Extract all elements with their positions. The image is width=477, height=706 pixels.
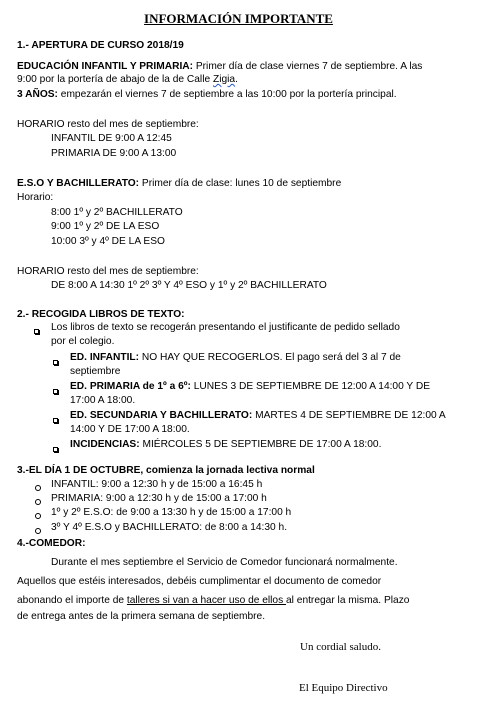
tres-anos-label: 3 AÑOS: <box>17 89 58 100</box>
comedor-line-3-b: al entregar la misma. Plazo <box>286 595 410 606</box>
ed-secundaria-label: ED. SECUNDARIA Y BACHILLERATO: <box>70 410 253 421</box>
ed-secundaria-text-a: MARTES 4 DE SEPTIEMBRE DE 12:00 A <box>252 410 446 421</box>
horario-infantil-line: INFANTIL DE 9:00 A 12:45 <box>51 133 172 144</box>
eso-label: E.S.O Y BACHILLERATO: <box>17 178 140 189</box>
square-bullet-icon <box>53 356 58 369</box>
ed-infantil-label: ED. INFANTIL: <box>70 352 140 363</box>
ed-primaria-line-1 <box>70 380 430 393</box>
ed-primaria-text-a: LUNES 3 DE SEPTIEMBRE DE 12:00 A 14:00 Y DE <box>190 381 431 392</box>
horario-word: Horario: <box>17 192 54 203</box>
ed-infantil-line-1 <box>70 351 401 364</box>
horario-eso-line: DE 8:00 A 14:30 1º 2º 3º Y 4º ESO y 1º y 2º BACHILLERATO <box>51 280 327 291</box>
ed-primaria-label: ED. PRIMARIA de 1º a 6º: <box>70 381 191 392</box>
incidencias-label: INCIDENCIAS: <box>70 439 140 450</box>
infantil-paragraph-line-1 <box>17 60 422 73</box>
eso-schedule-line: 9:00 1º y 2º DE LA ESO <box>51 221 160 232</box>
circle-bullet-icon <box>35 496 41 509</box>
closing-greeting: Un cordial saludo. <box>300 641 381 653</box>
jornada-item: 1º y 2º E.S.O: de 9:00 a 13:30 h y de 15:00 a 17:00 h <box>51 507 292 518</box>
square-bullet-icon <box>34 325 39 338</box>
eso-line <box>17 177 341 190</box>
square-bullet-icon <box>53 414 58 427</box>
incidencias-text: MIÉRCOLES 5 DE SEPTIEMBRE DE 17:00 A 18:00. <box>139 439 382 450</box>
section-2-heading: 2.- RECOGIDA LIBROS DE TEXTO: <box>17 309 185 320</box>
signature: El Equipo Directivo <box>299 682 388 694</box>
infantil-paragraph-line-2 <box>17 73 238 86</box>
horario-eso-label: HORARIO resto del mes de septiembre: <box>17 266 199 277</box>
section-3-heading: 3.-EL DÍA 1 DE OCTUBRE, comienza la jornada lectiva normal <box>17 465 315 476</box>
ed-infantil-text-a: NO HAY QUE RECOGERLOS. El pago será del 3 al 7 de <box>139 352 401 363</box>
books-intro-line-2: por el colegio. <box>51 336 115 347</box>
tres-anos-text: empezarán el viernes 7 de septiembre a las 10:00 por la portería principal. <box>57 89 397 100</box>
comedor-line-4: de entrega antes de la primera semana de septiembre. <box>17 611 266 622</box>
circle-bullet-icon <box>35 510 41 523</box>
infantil-label: EDUCACIÓN INFANTIL Y PRIMARIA: <box>17 61 194 72</box>
section-4-heading: 4.-COMEDOR: <box>17 538 86 549</box>
comedor-line-3 <box>17 594 409 607</box>
eso-schedule-line: 8:00 1º y 2º BACHILLERATO <box>51 207 183 218</box>
ed-infantil-line-2: septiembre <box>70 366 121 377</box>
ed-secundaria-line-2: 14:00 Y DE 17:00 A 18:00. <box>70 424 190 435</box>
horario-infantil-primaria-label: HORARIO resto del mes de septiembre: <box>17 119 199 130</box>
tres-anos-line <box>17 88 397 101</box>
eso-schedule-line: 10:00 3º y 4º DE LA ESO <box>51 236 165 247</box>
page-title: INFORMACIÓN IMPORTANTE <box>144 11 333 26</box>
comedor-line-3-a: abonando el importe de <box>17 595 127 606</box>
jornada-item: PRIMARIA: 9:00 a 12:30 h y de 15:00 a 17:00 h <box>51 493 267 504</box>
comedor-line-1: Durante el mes septiembre el Servicio de Comedor funcionará normalmente. <box>51 557 398 568</box>
eso-text: Primer día de clase: lunes 10 de septiembre <box>139 178 342 189</box>
infantil-text-b: 9:00 por la portería de abajo de la de Calle <box>17 74 213 85</box>
infantil-street: Zigia <box>212 74 236 85</box>
horario-primaria-line: PRIMARIA DE 9:00 A 13:00 <box>51 148 177 159</box>
section-1-heading: 1.- APERTURA DE CURSO 2018/19 <box>17 40 184 51</box>
ed-secundaria-line-1 <box>70 409 446 422</box>
jornada-item: 3º Y 4º E.S.O y BACHILLERATO: de 8:00 a 14:30 h. <box>51 522 288 533</box>
infantil-text-c: . <box>235 74 238 85</box>
incidencias-line <box>70 438 381 451</box>
square-bullet-icon <box>53 385 58 398</box>
books-intro-line-1: Los libros de texto se recogerán presentando el justificante de pedido sellado <box>51 322 400 333</box>
infantil-text-a: Primer día de clase viernes 7 de septiembre. A las <box>193 61 423 72</box>
comedor-line-2: Aquellos que estéis interesados, debéis cumplimentar el documento de comedor <box>17 576 382 587</box>
square-bullet-icon <box>53 443 58 456</box>
comedor-talleres-underlined: talleres si van a hacer uso de ellos <box>126 595 287 606</box>
ed-primaria-line-2: 17:00 A 18:00. <box>70 395 136 406</box>
jornada-item: INFANTIL: 9:00 a 12:30 h y de 15:00 a 16:45 h <box>51 479 263 490</box>
circle-bullet-icon <box>35 482 41 495</box>
